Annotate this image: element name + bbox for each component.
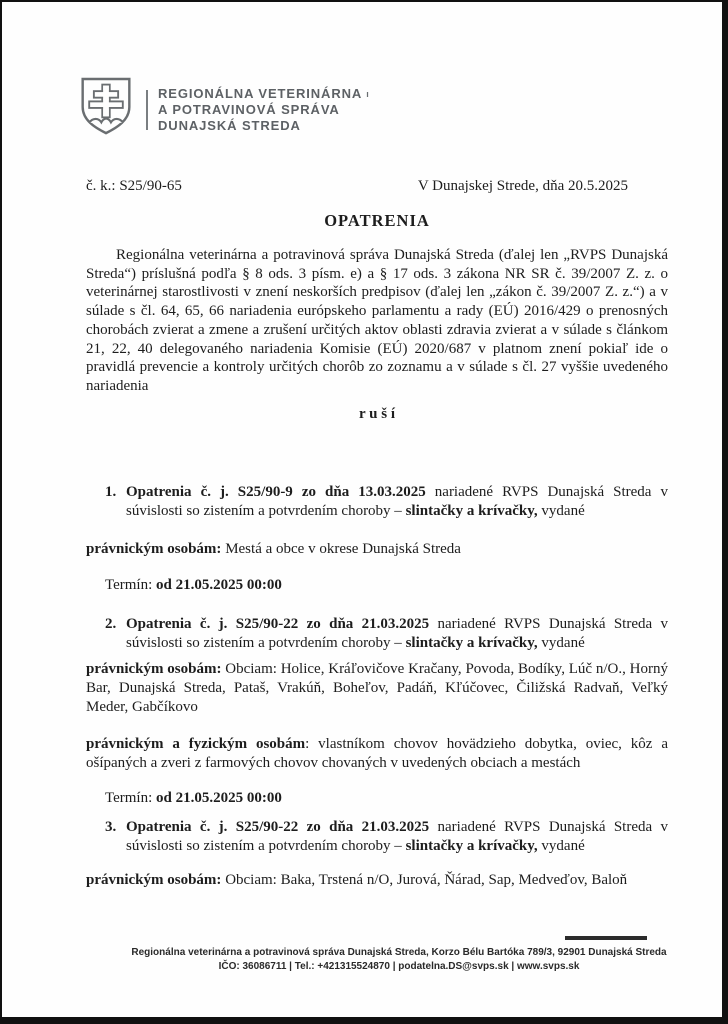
addressee-2: [86, 660, 668, 717]
list-item-1: [105, 483, 668, 521]
document-title: OPATRENIA: [324, 211, 430, 230]
org-line-1: [158, 86, 370, 102]
list-item-3: [105, 818, 668, 856]
item-2-text: [126, 615, 668, 653]
addressee-1-label: právnickým osobám:: [86, 541, 222, 557]
item-1-ref: Opatrenia č. j. S25/90-9 zo dňa 13.03.2025: [126, 484, 426, 500]
rusi-heading: r u š í: [359, 406, 395, 422]
item-2-number: 2.: [105, 616, 117, 632]
intro-paragraph: Regionálna veterinárna a potravinová správa Dunajská Streda (ďalej len „RVPS Dunajská Streda“) príslušná podľa § 8 ods. 3 písm. e) a § 17 ods. 3 zákona NR SR č. 39/2007 Z. z. o veterinárnej starostlivosti v znení neskorších predpisov (ďalej len „zákon č. 39/2007 Z. z.“) a v súlade s čl. 64, 65, 66 nariadenia európskeho parlamentu a rady (EÚ) 2016/429 o prenosných chorobách zvierat a zmene a zrušení určitých aktov oblasti zdravia zvierat a v súlade s článkom 21, 22, 40 delegovaného nariadenia Komisie (EÚ) 2020/687 v platnom znení pokiaľ ide o pravidlá prevencie a kontroly určitých chorôb zo zoznamu a v súlade s čl. 27 vyššie uvedeného nariadenia: [86, 247, 668, 394]
deadline-1-value: od 21.05.2025 00:00: [156, 577, 282, 593]
addressee-2-label: právnickým osobám:: [86, 661, 222, 677]
item-1-disease: slintačky a krívačky,: [405, 503, 538, 519]
item-1-text: [126, 483, 668, 521]
addressee-3: [86, 735, 668, 773]
organization-name: [158, 86, 370, 134]
deadline-1: [105, 577, 668, 594]
item-1-tail: vydané: [537, 503, 585, 519]
org-line-3: DUNAJSKÁ STREDA: [158, 117, 301, 133]
deadline-1-label: Termín:: [105, 577, 157, 593]
item-3-number: 3.: [105, 819, 117, 835]
case-number: č. k.: S25/90-65: [86, 178, 182, 194]
footer: [95, 946, 703, 973]
scan-edge-top: [0, 0, 728, 2]
deadline-2-label: Termín:: [105, 790, 157, 806]
footer-address-line: Regionálna veterinárna a potravinová správa Dunajská Streda, Korzo Bélu Bartóka 789/3, 92901 Dunajská Streda: [131, 947, 667, 958]
addressee-4: [86, 871, 668, 890]
item-3-disease: slintačky a krívačky,: [405, 838, 538, 854]
scan-edge-right: [722, 0, 728, 1024]
item-3-ref: Opatrenia č. j. S25/90-22 zo dňa 21.03.2025: [126, 819, 430, 835]
scan-edge-left: [0, 0, 2, 1024]
letterhead-divider: [146, 90, 148, 130]
footer-contact-line: IČO: 36086711 | Tel.: +421315524870 | podatelna.DS@svps.sk | www.svps.sk: [218, 960, 580, 972]
place-and-date: V Dunajskej Strede, dňa 20.5.2025: [417, 178, 628, 194]
footer-rule: [565, 936, 647, 940]
item-3-tail: vydané: [537, 838, 585, 854]
list-item-2: [105, 615, 668, 653]
deadline-2: [105, 790, 668, 807]
item-2-disease: slintačky a krívačky,: [405, 635, 538, 651]
item-1-number: 1.: [105, 484, 117, 500]
item-3-text: [126, 818, 668, 856]
deadline-2-value: od 21.05.2025 00:00: [156, 790, 282, 806]
org-line-1-text: REGIONÁLNA VETERINÁRNA: [158, 85, 362, 101]
org-line-2: A POTRAVINOVÁ SPRÁVA: [158, 101, 340, 117]
addressee-4-label: právnickým osobám:: [86, 872, 222, 888]
item-2-ref: Opatrenia č. j. S25/90-22 zo dňa 21.03.2025: [126, 616, 430, 632]
item-3-mid: nariadené RVPS Dunajská Streda v súvislosti so zistením a potvrdením choroby –: [126, 819, 668, 854]
addressee-1: [86, 540, 668, 559]
addressee-2-text: Obciam: Holice, Kráľovičove Kračany, Povoda, Bodíky, Lúč n/O., Horný Bar, Dunajská Streda, Pataš, Vrakúň, Boheľov, Padáň, Kľúčovec, Čiližská Radvaň, Veľký Meder, Gabčíkovo: [86, 661, 668, 715]
addressee-3-label: právnickým a fyzickým osobám: [86, 736, 306, 752]
item-2-mid: nariadené RVPS Dunajská Streda v súvislosti so zistením a potvrdením choroby –: [126, 616, 668, 651]
letterhead: [78, 76, 370, 143]
scan-edge-bottom: [0, 1017, 728, 1024]
scan-speck: ı: [366, 88, 370, 99]
addressee-1-text: Mestá a obce v okrese Dunajská Streda: [221, 541, 461, 557]
item-1-mid: nariadené RVPS Dunajská Streda v súvislosti so zistením a potvrdením choroby –: [126, 484, 668, 519]
addressee-3-text: : vlastníkom chovov hovädzieho dobytka, oviec, kôz a ošípaných a zveri z farmových chovov chovaných v uvedených obciach a mestách: [86, 736, 668, 771]
item-2-tail: vydané: [537, 635, 585, 651]
addressee-4-text: Obciam: Baka, Trstená n/O, Jurová, Ňárad, Sap, Medveďov, Baloň: [221, 872, 628, 888]
slovak-coat-of-arms-icon: [78, 76, 134, 143]
reference-row: [86, 178, 628, 195]
